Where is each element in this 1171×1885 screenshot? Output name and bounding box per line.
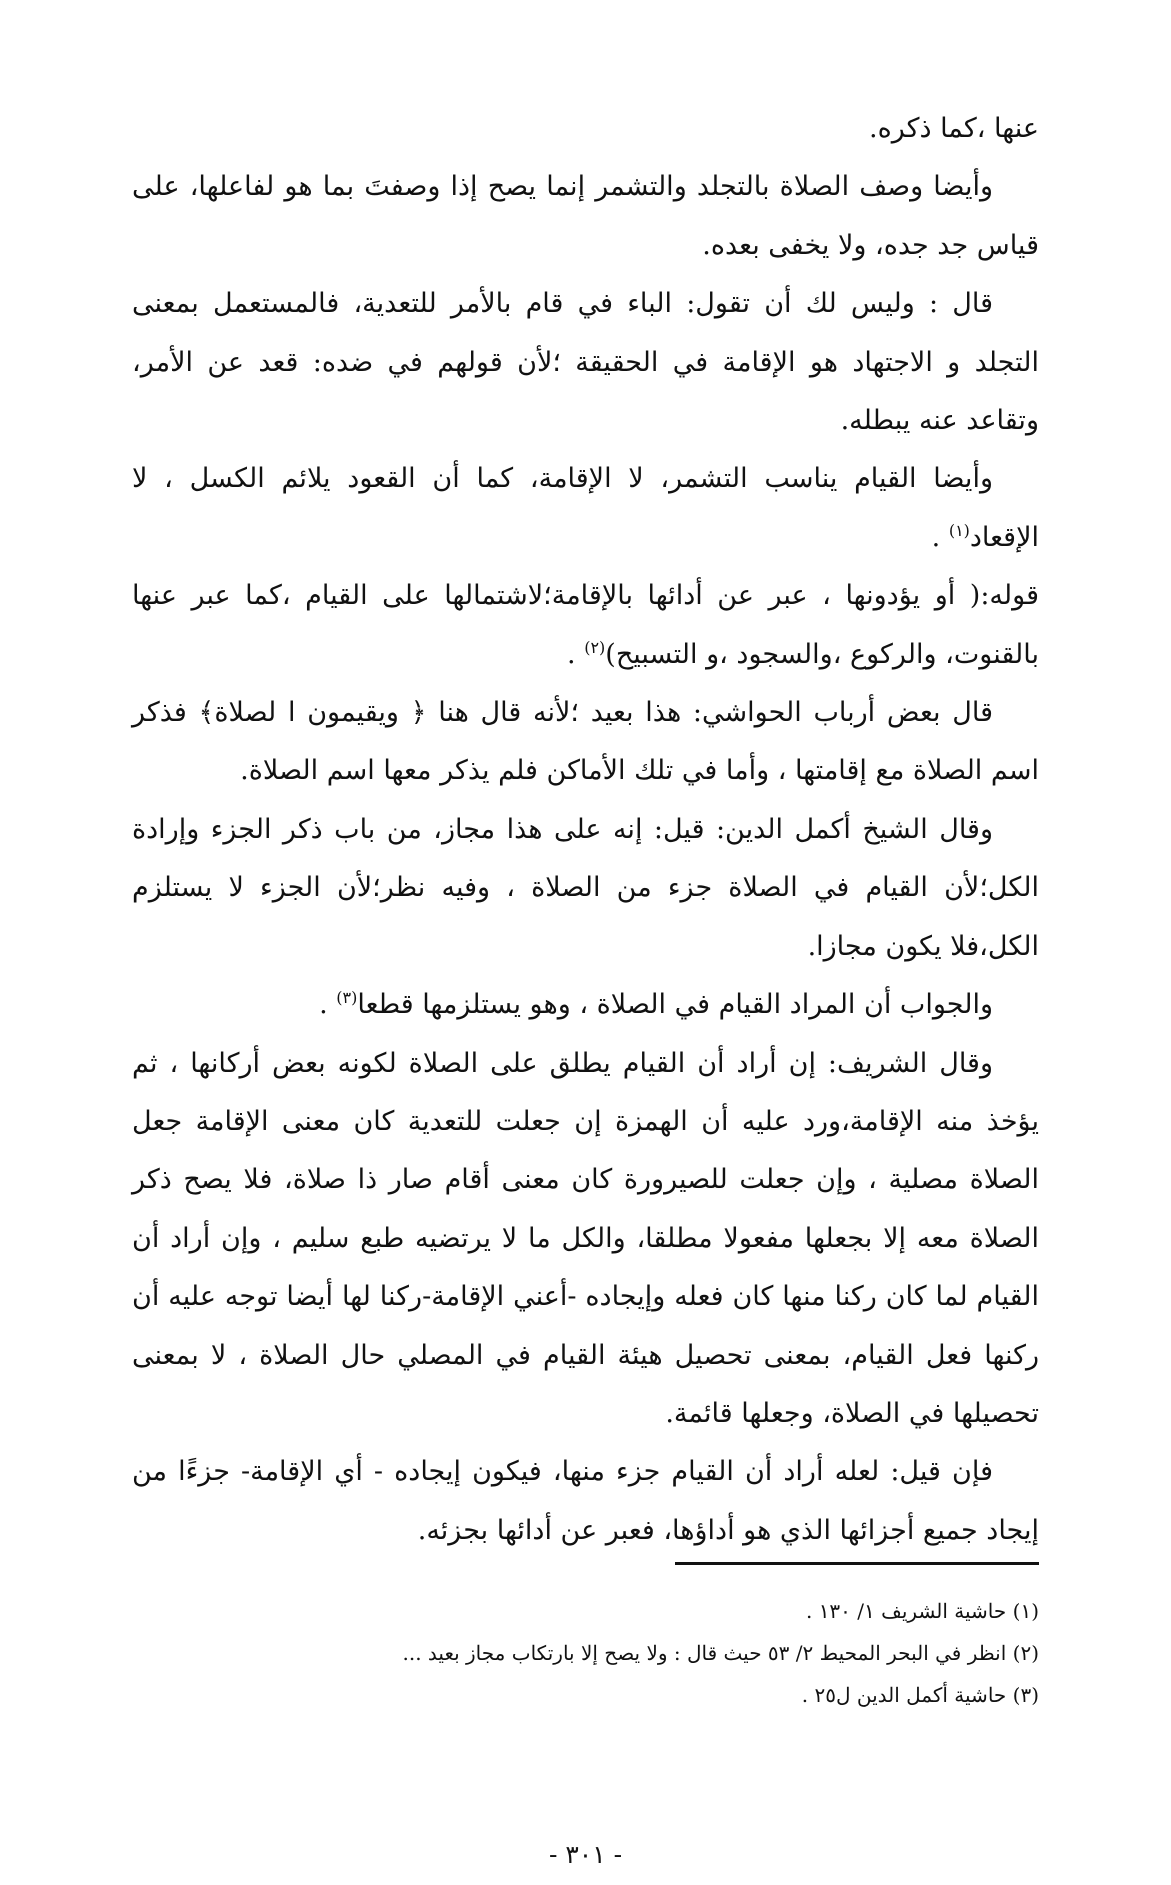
footnote-ref: (١) bbox=[948, 520, 970, 540]
footnote-ref: (٣) bbox=[336, 988, 358, 1008]
footnote: (٣) حاشية أكمل الدين ل٢٥ . bbox=[801, 1683, 1039, 1707]
paragraph: قال بعض أرباب الحواشي: هذا بعيد ؛لأنه قال هنا ﴿ ويقيمون ا لصلاة﴾ فذكر اسم الصلاة مع إقامتها ، وأما في تلك الأماكن فلم يذكر معها اسم الصلاة. bbox=[132, 697, 1039, 787]
paragraph: وأيضا وصف الصلاة بالتجلد والتشمر إنما يصح إذا وصفتَ بما هو لفاعلها، على قياس جد جده، ولا يخفى بعده. bbox=[132, 171, 1039, 261]
paragraph: قوله:( أو يؤدونها ، عبر عن أدائها بالإقامة؛لاشتمالها على القيام ،كما عبر عنها بالقنوت، والركوع ،والسجود ،و التسبيح)$^{(٢)}$ . bbox=[132, 580, 1039, 670]
body-text bbox=[132, 100, 1039, 1560]
page-number: - ٣٠١ - bbox=[548, 1840, 623, 1869]
footnote: (١) حاشية الشريف ١/ ١٣٠ . bbox=[805, 1599, 1039, 1623]
footnotes bbox=[132, 1590, 1039, 1716]
paragraph: فإن قيل: لعله أراد أن القيام جزء منها، فيكون إيجاده - أي الإقامة- جزءًا من إيجاد جميع أجزائها الذي هو أداؤها، فعبر عن أدائها بجزئه. bbox=[132, 1456, 1039, 1546]
paragraph: وقال الشيخ أكمل الدين: قيل: إنه على هذا مجاز، من باب ذكر الجزء وإرادة الكل؛لأن القيام في الصلاة جزء من الصلاة ، وفيه نظر؛لأن الجزء لا يستلزم الكل،فلا يكون مجازا. bbox=[132, 813, 1039, 962]
footnote: (٢) انظر في البحر المحيط ٢/ ٥٣ حيث قال : ولا يصح إلا بارتكاب مجاز بعيد ... bbox=[402, 1641, 1039, 1665]
paragraph: وقال الشريف: إن أراد أن القيام يطلق على الصلاة لكونه بعض أركانها ، ثم يؤخذ منه الإقامة،ورد عليه أن الهمزة إن جعلت للتعدية كان معنى الإقامة جعل الصلاة مصلية ، وإن جعلت للصيرورة كان معنى أقام صار ذا صلاة، فلا يصح ذكر الصلاة معه إلا بجعلها مفعولا مطلقا، والكل ما لا يرتضيه طبع سليم ، وإن أراد أن القيام لما كان ركنا منها كان فعله وإيجاده -أعني الإقامة-ركنا لها أيضا توجه عليه أن ركنها فعل القيام، بمعنى تحصيل هيئة القيام في المصلي حال الصلاة ، لا بمعنى تحصيلها في الصلاة، وجعلها قائمة. bbox=[132, 1047, 1039, 1429]
footnote-ref: (٢) bbox=[584, 637, 606, 657]
paragraph: عنها ،كما ذكره. bbox=[868, 113, 1039, 144]
paragraph: وأيضا القيام يناسب التشمر، لا الإقامة، كما أن القعود يلائم الكسل ، لا الإقعاد$^{(١)}$ . bbox=[132, 463, 1039, 553]
paragraph: قال : وليس لك أن تقول: الباء في قام بالأمر للتعدية، فالمستعمل بمعنى التجلد و الاجتهاد هو الإقامة في الحقيقة ؛لأن قولهم في ضده: قعد عن الأمر، وتقاعد عنه يبطله. bbox=[132, 288, 1039, 437]
footnote-divider bbox=[675, 1562, 1039, 1565]
paragraph: والجواب أن المراد القيام في الصلاة ، وهو يستلزمها قطعا$^{(٣)}$ . bbox=[319, 988, 993, 1021]
